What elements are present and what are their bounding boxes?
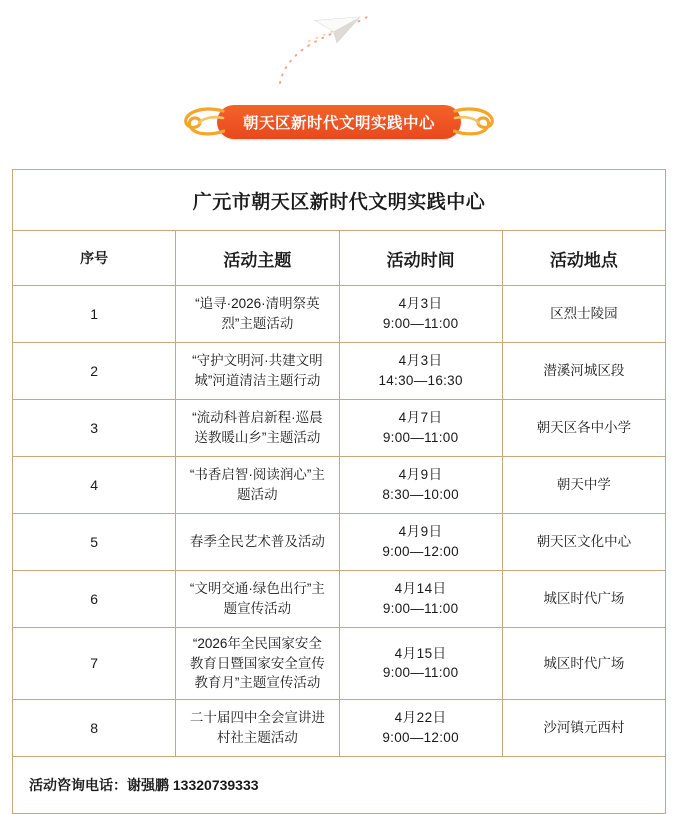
table-header-row	[13, 231, 666, 286]
decorative-header	[0, 0, 678, 95]
banner-pill	[217, 105, 461, 139]
schedule-table-wrapper	[12, 169, 666, 814]
row-index: 1	[13, 286, 176, 343]
row-index: 5	[13, 514, 176, 571]
row-time-text: 9:00—11:00	[382, 601, 459, 616]
row-date-text: 4月9日	[398, 524, 443, 540]
row-place: 沙河镇元西村	[502, 699, 665, 756]
table-row	[13, 571, 666, 628]
table-row	[13, 628, 666, 700]
table-title-row	[13, 170, 666, 231]
row-index: 3	[13, 400, 176, 457]
column-header-index: 序号	[13, 231, 176, 286]
row-index: 2	[13, 343, 176, 400]
table-row	[13, 514, 666, 571]
row-time	[339, 286, 502, 343]
row-place: 朝天区文化中心	[502, 514, 665, 571]
row-time-text: 9:00—11:00	[382, 316, 459, 331]
table-row	[13, 286, 666, 343]
row-time-text: 9:00—12:00	[382, 544, 459, 559]
table-row	[13, 400, 666, 457]
row-time-text: 14:30—16:30	[378, 373, 463, 388]
row-place: 城区时代广场	[502, 628, 665, 700]
row-theme-text: “书香启智·阅读润心”主题活动	[189, 467, 325, 502]
row-date-text: 4月7日	[398, 410, 443, 426]
column-header-theme: 活动主题	[176, 231, 339, 286]
row-time	[339, 571, 502, 628]
paper-plane-icon	[275, 5, 405, 85]
row-time-text: 9:00—11:00	[382, 430, 459, 445]
row-theme-text: 春季全民艺术普及活动	[189, 534, 325, 550]
row-theme-text: 二十届四中全会宣讲进村社主题活动	[189, 710, 325, 745]
row-index: 7	[13, 628, 176, 700]
row-theme	[176, 514, 339, 571]
row-theme	[176, 400, 339, 457]
row-index: 8	[13, 699, 176, 756]
row-theme	[176, 286, 339, 343]
schedule-table	[12, 169, 666, 814]
table-row	[13, 343, 666, 400]
row-index: 4	[13, 457, 176, 514]
column-header-place: 活动地点	[502, 231, 665, 286]
table-row	[13, 699, 666, 756]
row-time	[339, 628, 502, 700]
row-theme	[176, 457, 339, 514]
row-time-text: 8:30—10:00	[382, 487, 459, 502]
row-theme	[176, 343, 339, 400]
row-date-text: 4月3日	[398, 353, 443, 369]
ribbon-left-icon	[183, 107, 225, 137]
row-theme-text: “守护文明河·共建文明城”河道清洁主题行动	[192, 353, 323, 388]
row-date-text: 4月3日	[398, 296, 443, 312]
row-time	[339, 514, 502, 571]
row-theme	[176, 571, 339, 628]
row-place: 潜溪河城区段	[502, 343, 665, 400]
row-theme-text: “流动科普启新程·巡晨送教暖山乡”主题活动	[192, 410, 323, 445]
row-theme	[176, 699, 339, 756]
banner	[0, 96, 678, 148]
row-place: 朝天中学	[502, 457, 665, 514]
row-date-text: 4月22日	[394, 710, 447, 726]
table-title: 广元市朝天区新时代文明实践中心	[13, 170, 666, 231]
row-theme-text: “追寻·2026·清明祭英烈”主题活动	[195, 296, 320, 331]
banner-label: 朝天区新时代文明实践中心	[242, 115, 435, 132]
row-time	[339, 400, 502, 457]
row-theme-text: “2026年全民国家安全教育日暨国家安全宣传教育月”主题宣传活动	[189, 636, 325, 691]
row-theme	[176, 628, 339, 700]
row-place: 区烈士陵园	[502, 286, 665, 343]
ribbon-right-icon	[453, 107, 495, 137]
row-date-text: 4月14日	[394, 581, 447, 597]
row-index: 6	[13, 571, 176, 628]
row-time	[339, 343, 502, 400]
row-time	[339, 699, 502, 756]
table-footer-row	[13, 756, 666, 813]
row-time	[339, 457, 502, 514]
row-date-text: 4月9日	[398, 467, 443, 483]
row-theme-text: “文明交通·绿色出行”主题宣传活动	[189, 581, 325, 616]
row-place: 朝天区各中小学	[502, 400, 665, 457]
column-header-time: 活动时间	[339, 231, 502, 286]
contact-info: 活动咨询电话：谢强鹏 13320739333	[13, 756, 666, 813]
row-date-text: 4月15日	[394, 645, 447, 661]
row-time-text: 9:00—11:00	[382, 665, 459, 681]
row-place: 城区时代广场	[502, 571, 665, 628]
table-row	[13, 457, 666, 514]
row-time-text: 9:00—12:00	[382, 729, 459, 745]
